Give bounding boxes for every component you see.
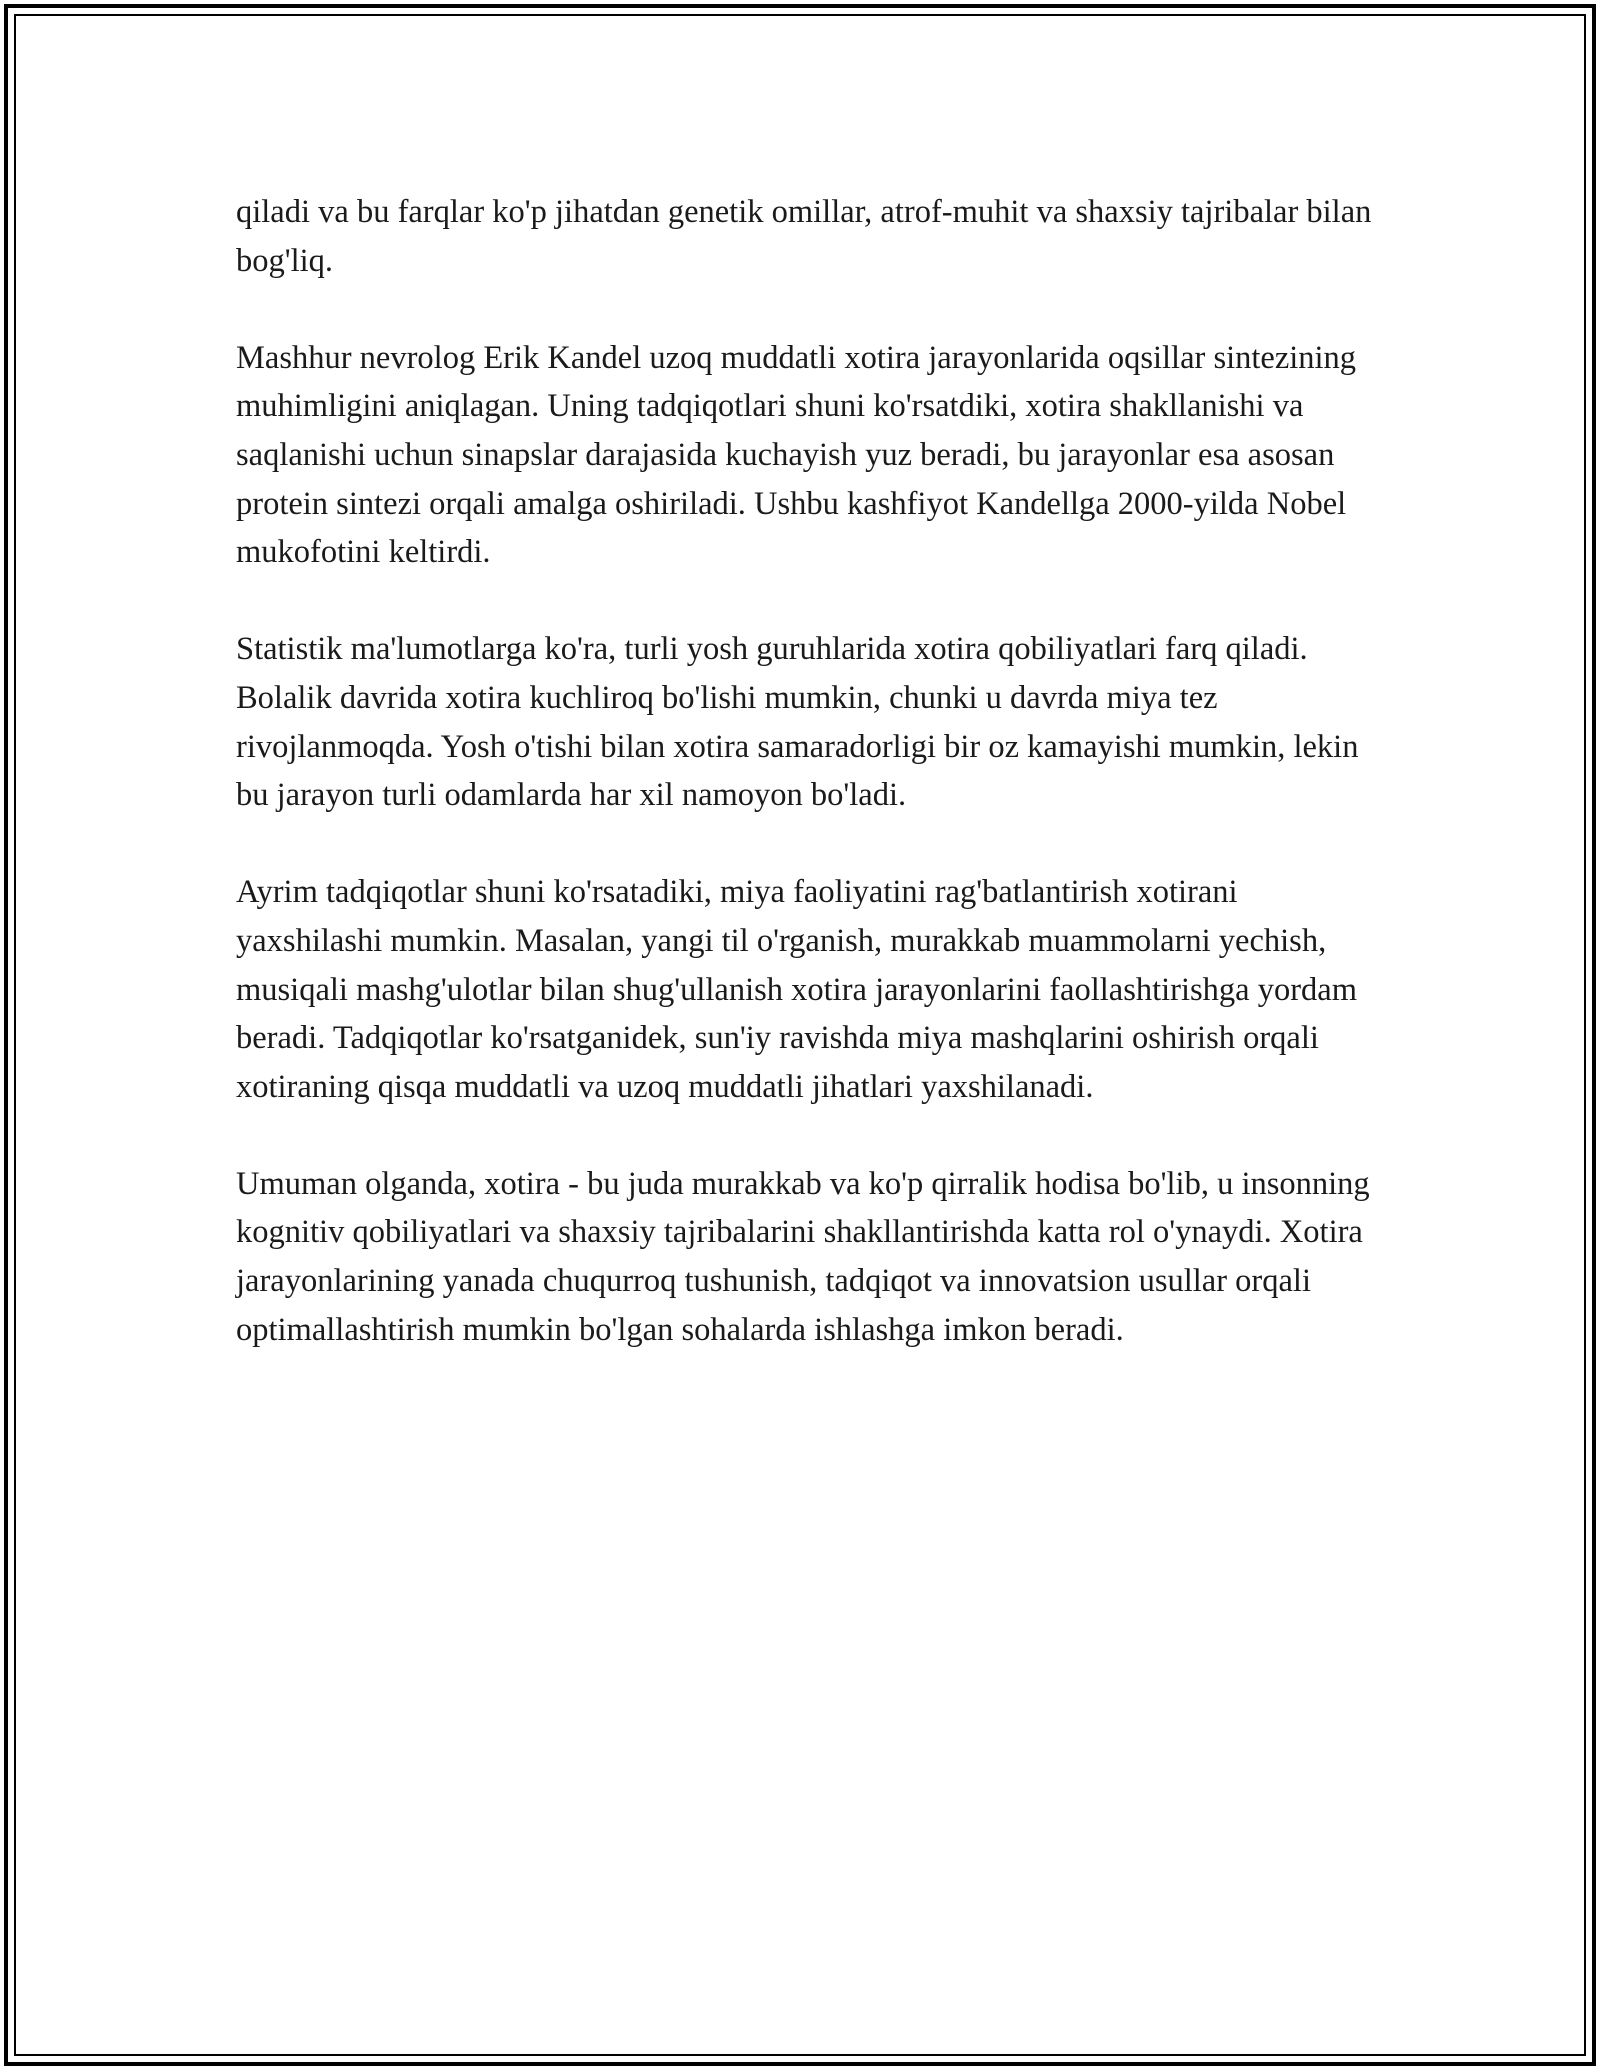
paragraph-1: qiladi va bu farqlar ko'p jihatdan genetik omillar, atrof-muhit va shaxsiy tajribalar bilan bog'liq.: [236, 194, 1372, 279]
paragraph-2: Mashhur nevrolog Erik Kandel uzoq muddatli xotira jarayonlarida oqsillar sintezining muhimligini aniqlagan. Uning tadqiqotlari shuni ko'rsatdiki, xotira shakllanishi va saqlanishi uchun sinapslar darajasida kuchayish yuz beradi, bu jarayonlar esa asosan protein sintezi orqali amalga oshiriladi. Ushbu kashfiyot Kandellga 2000-yilda Nobel mukofotini keltirdi.: [236, 339, 1357, 571]
paragraph-5: Umuman olganda, xotira - bu juda murakkab va ko'p qirralik hodisa bo'lib, u insonning kognitiv qobiliyatlari va shaxsiy tajribalarini shakllantirishda katta rol o'ynaydi. Xotira jarayonlarining yanada chuqurroq tushunish, tadqiqot va innovatsion usullar orqali optimallashtirish mumkin bo'lgan sohalarda ishlashga imkon beradi.: [236, 1165, 1370, 1348]
paragraph-3: Statistik ma'lumotlarga ko'ra, turli yosh guruhlarida xotira qobiliyatlari farq qiladi. Bolalik davrida xotira kuchliroq bo'lishi mumkin, chunki u davrda miya tez rivojlanmoqda. Yosh o'tishi bilan xotira samaradorligi bir oz kamayishi mumkin, lekin bu jarayon turli odamlarda har xil namoyon bo'ladi.: [236, 631, 1359, 814]
paragraph-4: Ayrim tadqiqotlar shuni ko'rsatadiki, miya faoliyatini rag'batlantirish xotirani yaxshilashi mumkin. Masalan, yangi til o'rganish, murakkab muammolarni yechish, musiqali mashg'ulotlar bilan shug'ullanish xotira jarayonlarini faollashtirishga yordam beradi. Tadqiqotlar ko'rsatganidek, sun'iy ravishda miya mashqlarini oshirish orqali xotiraning qisqa muddatli va uzoq muddatli jihatlari yaxshilanadi.: [236, 874, 1357, 1105]
document-body: [236, 188, 1376, 1403]
